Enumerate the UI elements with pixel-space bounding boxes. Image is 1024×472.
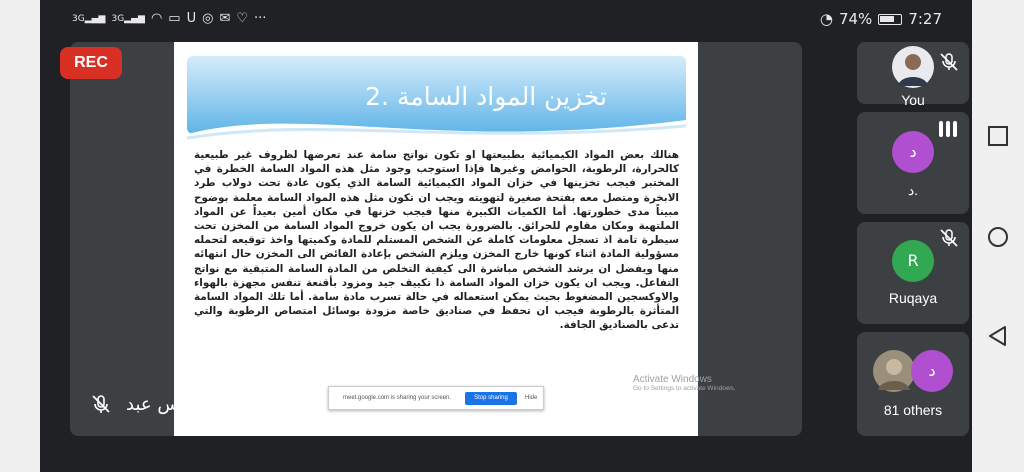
android-nav-bar xyxy=(972,0,1024,472)
participant-tile[interactable] xyxy=(857,112,969,214)
hide-button[interactable]: Hide xyxy=(525,395,538,401)
participant-tile-you[interactable] xyxy=(857,42,969,108)
clock: 7:27 xyxy=(908,10,942,28)
signal-icon: 3G▂▄▆ xyxy=(111,13,145,24)
slide-wave-decoration xyxy=(187,112,686,152)
battery-icon xyxy=(878,14,902,25)
avatar xyxy=(892,46,934,88)
share-message: meet.google.com is sharing your screen. xyxy=(343,395,452,401)
participant-name: د. xyxy=(907,182,919,198)
slide-body: هنالك بعض المواد الكيميائية بطبيعتها او تكون نواتج سامة عند تعرضها لظروف غير طبيعية كالحرارة، الرطوبة، الحوامض وغيرها فإذا استوجب وجود مثل هذه المواد السامة الخطرة في المختبر فيجب تخزينها في خزان المواد الكيميائية السامة الذي يكون عادة تحت دولاب طرد الابخرة ومتصل معه بفتحة صغيرة لتهويته ويجب ان تكون مثل هذه المواد السامة معلمة بوضوح مبيناً مدى خطورتها. أما الكميات الكبيرة منها فيجب خزنها في مكان أمين بعيداً عن المواد الملتهبة ومكان مقاوم للحرائق. بالضرورة يجب ان يكون خروج المواد السامة من المخزن تحت سيطرة تامة اذ تسجل معلومات كاملة عن الشخص المستلم للمادة وكميتها واخذ توقيعه لتحمله مسؤولية المادة اثناء كونها خارج المخزن ويلزم الشخص بإعادة الفائض الى المخزن حال انتهائه منها ويفضل ان يرشد الشخص مباشرة الى كيفية التخلص من المادة السامة المتبقية مع نواتج التفاعل. ويجب ان يكون خزان المواد السامة ذا تكييف جيد ومزود بأقنعة تنفس مجهزة بالهواء والاوكسجين المضغوط بحيث يمكن استعماله في حالة تسرب مادة سامة. أما تلك المواد السامة المتأثرة بالرطوبة فيجب ان تحفظ في صناديق خاصة مزودة بوسائل امتصاص الرطوبة والتي تدعى بالصناديق الجافة. xyxy=(194,149,679,332)
circle-nav-icon[interactable] xyxy=(987,226,1009,248)
whatsapp-icon: ◎ xyxy=(202,11,214,26)
participant-tile-others[interactable] xyxy=(857,332,969,436)
avatar: د xyxy=(892,131,934,173)
participant-name: You xyxy=(901,92,925,108)
presenter-name: د. خديجة يونس عبد xyxy=(126,393,272,415)
avatar: R xyxy=(892,240,934,282)
signal-icon: 3G▂▄▆ xyxy=(72,13,106,24)
recording-badge: REC xyxy=(60,47,122,79)
activate-windows-watermark: Activate Windows Go to Settings to activate Windows. xyxy=(633,374,736,392)
stop-sharing-button[interactable]: Stop sharing xyxy=(465,392,517,405)
cast-icon: ▭ xyxy=(168,11,181,26)
mail-icon: ✉ xyxy=(219,11,231,26)
shared-slide xyxy=(174,42,736,436)
avatar: د xyxy=(911,350,953,392)
avatar xyxy=(873,350,915,392)
heart-icon: ♡ xyxy=(236,11,248,26)
hotspot-icon: ◔ xyxy=(819,10,833,28)
participant-name: Ruqaya xyxy=(888,290,938,306)
screen-share-bar xyxy=(328,386,544,410)
wifi-icon: ◠ xyxy=(150,11,163,26)
u-icon: U xyxy=(186,11,197,26)
battery-percent: 74% xyxy=(838,10,873,28)
slide-title: 2. تخزين المواد السامة xyxy=(365,82,607,111)
audio-bars-icon xyxy=(937,118,959,140)
participant-tile[interactable] xyxy=(857,222,969,324)
participant-count: 81 others xyxy=(883,402,943,418)
overflow-icon: ··· xyxy=(254,11,267,26)
phone-edge-left xyxy=(0,0,40,472)
mic-off-icon xyxy=(939,52,959,72)
status-bar xyxy=(40,0,972,40)
back-triangle-icon[interactable] xyxy=(987,325,1009,347)
square-nav-icon[interactable] xyxy=(987,125,1009,147)
mic-off-icon xyxy=(90,393,112,415)
mic-off-icon xyxy=(939,228,959,248)
presenter-label xyxy=(90,390,320,418)
